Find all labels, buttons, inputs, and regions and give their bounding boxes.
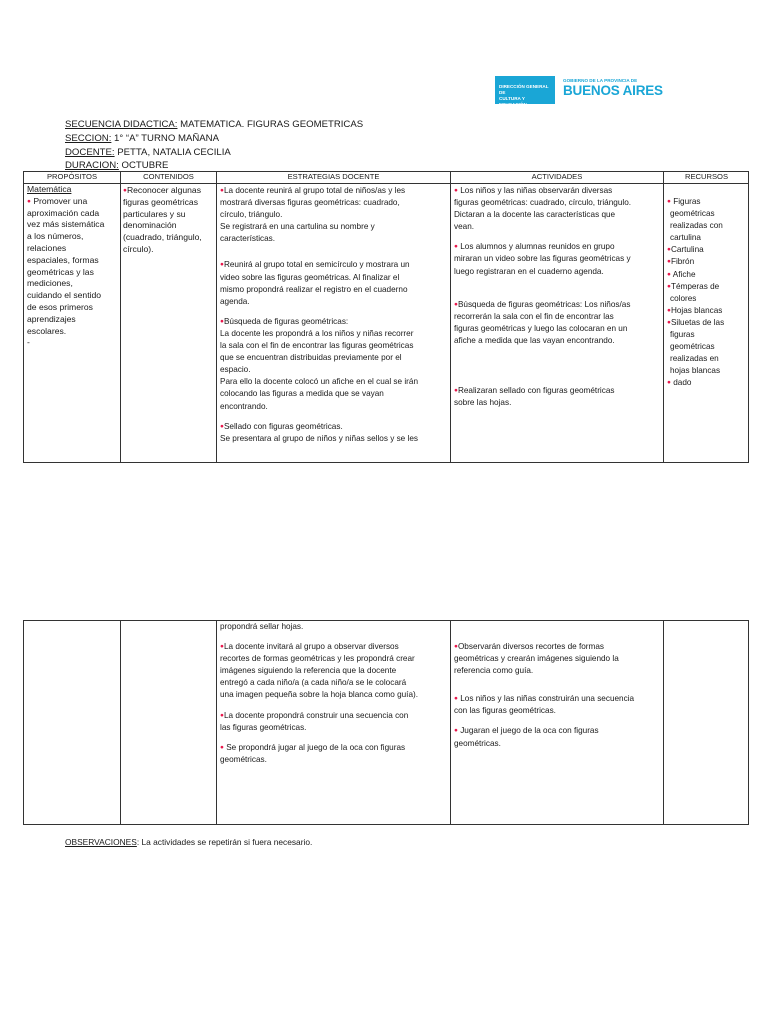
actividades-line: con las figuras geométricas. <box>454 706 556 716</box>
estrategias-line: mostrará diversas figuras geométricas: cuadrado, <box>220 198 400 208</box>
estrategias-line: características. <box>220 234 276 244</box>
logo-left-line: CULTURA Y EDUCACIÓN <box>499 96 527 107</box>
propositos-cell <box>27 184 119 349</box>
estrategias-line: mismo propondrá realizar el registro en el cuaderno <box>220 284 408 294</box>
estrategias-line: La docente les propondrá a los niños y niñas recorrer <box>220 328 414 338</box>
propositos-line: de esos primeros <box>27 301 93 312</box>
propositos-line: espaciales, formas <box>27 254 99 265</box>
estrategias-line: Se registrará en una cartulina su nombre y <box>220 222 375 232</box>
propositos-line: escolares. <box>27 325 67 336</box>
estrategias-line: agenda. <box>220 296 250 306</box>
propositos-line: cuidando el sentido <box>27 290 102 301</box>
docente-value: PETTA, NATALIA CECILIA <box>114 147 231 158</box>
secuencia-value: MATEMATICA. FIGURAS GEOMETRICAS <box>177 119 364 130</box>
bullet-icon: ● <box>667 379 671 387</box>
estrategias-line: Se presentara al grupo de niños y niñas sellos y se les <box>220 433 418 443</box>
estrategias-line: las figuras geométricas. <box>220 722 307 732</box>
bullet-icon: ● <box>454 643 458 650</box>
recursos-line: realizadas con <box>670 221 723 231</box>
recursos-line: cartulina <box>670 233 701 243</box>
recursos-line: hojas blancas <box>670 366 721 376</box>
header-estrategias: ESTRATEGIAS DOCENTE <box>216 172 450 183</box>
docente-line <box>65 147 231 159</box>
estrategias-line: círculo, triángulo. <box>220 210 283 220</box>
contenidos-line: figuras geométricas <box>123 196 198 207</box>
recursos-line: Siluetas de las <box>670 317 725 327</box>
propositos-line: ● Promover una <box>27 195 88 206</box>
actividades-line: afiche a medida que las vayan encontrando. <box>454 335 615 345</box>
estrategias-line: imágenes siguiendo la referencia que la docente <box>220 666 397 676</box>
actividades-line: Los niños y las niñas observarán diversas <box>457 186 613 195</box>
propositos-line: mediciones, <box>27 278 73 289</box>
actividades-line: Los niños y las niñas construirán una secuencia <box>457 694 635 704</box>
actividades-line: recorrerán la sala con el fin de encontrar las <box>454 311 614 321</box>
header-recursos: RECURSOS <box>663 172 749 183</box>
recursos-line: realizadas en <box>670 354 719 364</box>
header-actividades: ACTIVIDADES <box>450 172 663 183</box>
estrategias-line: La docente reunirá al grupo total de niños/as y les <box>223 186 406 195</box>
bullet-icon: ● <box>27 197 31 205</box>
contenidos-line: denominación <box>123 220 177 231</box>
recursos-line: Cartulina <box>670 245 704 255</box>
actividades-line: figuras geométricas y luego las colocaran en un <box>454 323 628 333</box>
estrategias-line: la sala con el fin de encontrar las figuras geométricas <box>220 341 414 351</box>
actividades-line: geométricas y crearán imágenes siguiendo la <box>454 654 619 664</box>
estrategias-line: La docente invitará al grupo a observar diversos <box>223 642 399 652</box>
estrategias-line: Se propondrá jugar al juego de la oca con figuras <box>223 742 406 752</box>
logo-big-text: BUENOS AIRES <box>563 83 663 98</box>
actividades-line: Jugaran el juego de la oca con figuras <box>457 726 599 736</box>
secuencia-line <box>65 119 363 131</box>
propositos-line: a los números, <box>27 231 84 242</box>
actividades-line: sobre las hojas. <box>454 398 512 408</box>
contenidos-line: Reconocer algunas <box>126 185 201 195</box>
bullet-icon: ● <box>454 243 458 251</box>
estrategias-line: La docente propondrá construir una secuencia con <box>223 710 409 720</box>
propositos-line: aprendizajes <box>27 313 76 324</box>
propositos-line: relaciones <box>27 242 67 253</box>
recursos-line: figuras <box>670 330 695 340</box>
estrategias-line: entregó a cada niño/a (a cada niño/a se le colocará <box>220 678 407 688</box>
actividades-line: Los alumnos y alumnas reunidos en grupo <box>457 242 615 252</box>
actividades-line: vean. <box>454 222 475 232</box>
seccion-line <box>65 133 219 145</box>
secuencia-label: SECUENCIA DIDACTICA: <box>65 119 178 130</box>
actividades-line: Búsqueda de figuras geométricas: Los niños/as <box>457 299 631 309</box>
actividades-line: Dictaran a la docente las características que <box>454 210 616 220</box>
bullet-icon: ● <box>454 727 458 735</box>
estrategias-line: Para ello la docente colocó un afiche en el cual se irán <box>220 377 418 387</box>
actividades-line: Observarán diversos recortes de formas <box>457 642 605 651</box>
planning-table-page1 <box>23 171 749 463</box>
estrategias-line: espacio. <box>220 365 251 375</box>
bullet-icon: ● <box>667 306 671 314</box>
bullet-icon: ● <box>667 198 671 205</box>
propositos-line: aproximación cada <box>27 207 100 218</box>
estrategias-line: recortes de formas geométricas y les propondrá crear <box>220 654 415 664</box>
actividades-line: Realizaran sellado con figuras geométricas <box>457 386 615 396</box>
recursos-line: geométricas <box>670 209 715 219</box>
estrategias-line: Reunirá al grupo total en semicírculo y mostrara un <box>223 260 410 270</box>
contenidos-cell <box>123 185 215 256</box>
estrategias-line: Búsqueda de figuras geométricas: <box>223 316 349 326</box>
recursos-line: dado <box>670 378 692 388</box>
recursos-line: colores <box>670 293 697 303</box>
bullet-icon: ● <box>667 246 671 254</box>
estrategias-cell <box>220 185 450 445</box>
actividades-line: miraran un video sobre las figuras geométricas y <box>454 254 631 264</box>
duracion-label: DURACION: <box>65 160 119 171</box>
actividades-line: referencia como guía. <box>454 666 534 676</box>
bullet-icon: ● <box>123 187 127 194</box>
bullet-icon: ● <box>454 387 458 395</box>
propositos-dash: - <box>27 337 30 348</box>
observaciones-label: OBSERVACIONES <box>65 837 137 847</box>
bullet-icon: ● <box>667 270 671 278</box>
estrategias-line: que se encuentran distribuidas previamente por el <box>220 353 402 363</box>
estrategias-line: una imagen pequeña sobre la hoja blanca como guía). <box>220 690 419 700</box>
header-propositos: PROPÓSITOS <box>46 172 98 181</box>
logo-small-text: GOBIERNO DE LA PROVINCIA DE <box>563 78 638 83</box>
planning-table-page2 <box>23 620 749 825</box>
seccion-value: 1° “A” TURNO MAÑANA <box>111 133 219 144</box>
bullet-icon: ● <box>220 643 224 651</box>
recursos-line: Afiche <box>670 269 696 279</box>
duracion-value: OCTUBRE <box>118 160 169 171</box>
estrategias-line: geométricas. <box>220 754 267 764</box>
propositos-line: vez más sistemática <box>27 219 105 230</box>
contenidos-line: (cuadrado, triángulo, <box>123 232 202 243</box>
buenos-aires-logo <box>495 76 663 107</box>
propositos-line: geométricas y las <box>27 266 94 277</box>
recursos-line: Témperas de <box>670 281 720 291</box>
recursos-line: Hojas blancas <box>670 305 723 315</box>
bullet-icon: ● <box>220 743 224 751</box>
estrategias-cell-cont <box>220 621 450 766</box>
estrategias-line: encontrando. <box>220 401 268 411</box>
bullet-icon: ● <box>667 258 671 266</box>
observaciones-text: : La actividades se repetirán si fuera necesario. <box>136 837 313 847</box>
estrategias-line: colocando las figuras a medida que se vayan <box>220 389 384 399</box>
bullet-icon: ● <box>220 317 224 325</box>
actividades-line: luego registraran en el cuaderno agenda. <box>454 266 604 276</box>
bullet-icon: ● <box>220 187 224 194</box>
logo-right <box>563 76 663 104</box>
recursos-line: Fibrón <box>670 257 695 267</box>
bullet-icon: ● <box>667 282 671 290</box>
estrategias-line: Sellado con figuras geométricas. <box>223 421 343 431</box>
bullet-icon: ● <box>220 261 224 269</box>
recursos-line: geométricas <box>670 342 715 352</box>
bullet-icon: ● <box>220 422 224 430</box>
actividades-cell-cont <box>454 641 662 750</box>
docente-label: DOCENTE: <box>65 147 115 158</box>
bullet-icon: ● <box>220 711 224 719</box>
header-divider <box>24 183 748 184</box>
logo-left-line: DIRECCIÓN GENERAL DE <box>499 84 549 95</box>
actividades-line: geométricas. <box>454 738 501 748</box>
logo-left-box <box>495 76 555 107</box>
bullet-icon: ● <box>454 187 458 194</box>
contenidos-line: círculo). <box>123 243 154 254</box>
actividades-line: figuras geométricas: cuadrado, círculo, triángulo. <box>454 198 632 208</box>
recursos-line: Figuras <box>670 197 701 206</box>
estrategias-line: propondrá sellar hojas. <box>220 622 304 631</box>
bullet-icon: ● <box>667 318 671 326</box>
header-contenidos: CONTENIDOS <box>120 172 216 183</box>
bullet-icon: ● <box>454 695 458 703</box>
recursos-cell <box>667 196 747 390</box>
estrategias-line: video sobre las figuras geométricas. Al finalizar el <box>220 272 400 282</box>
bullet-icon: ● <box>454 300 458 308</box>
actividades-cell <box>454 185 662 409</box>
observaciones <box>65 837 312 847</box>
propositos-title: Matemática <box>27 184 72 194</box>
seccion-label: SECCION: <box>65 133 112 144</box>
contenidos-line: particulares y su <box>123 208 186 219</box>
